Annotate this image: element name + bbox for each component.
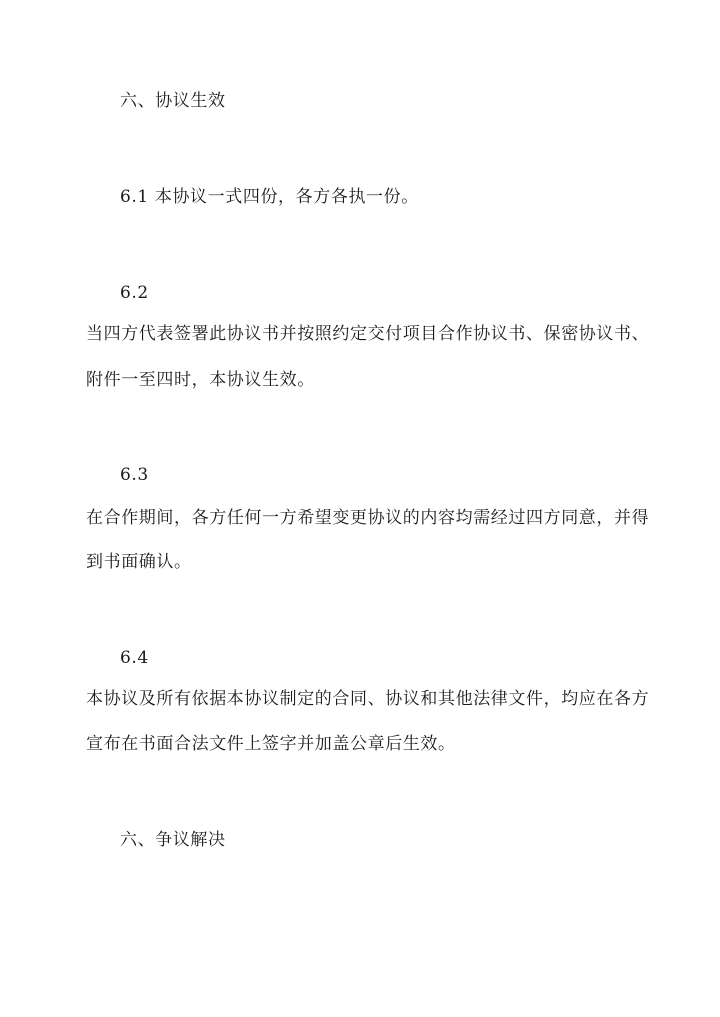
clause-number-6-2: 6.2 (120, 283, 149, 303)
section-heading-dispute-resolution: 六、争议解决 (120, 830, 226, 850)
clause-6-4-line-1: 本协议及所有依据本协议制定的合同、协议和其他法律文件，均应在各方 (86, 689, 650, 709)
clause-6-4-line-2: 宣布在书面合法文件上签字并加盖公章后生效。 (86, 734, 456, 754)
clause-number-6-4: 6.4 (120, 648, 149, 668)
clause-6-3-line-2: 到书面确认。 (86, 552, 192, 572)
section-heading-agreement-effective: 六、协议生效 (120, 91, 226, 111)
clause-6-3-line-1: 在合作期间，各方任何一方希望变更协议的内容均需经过四方同意，并得 (86, 508, 650, 528)
clause-6-2-line-1: 当四方代表签署此协议书并按照约定交付项目合作协议书、保密协议书、 (86, 324, 650, 344)
clause-number-6-3: 6.3 (120, 465, 149, 485)
clause-6-2-line-2: 附件一至四时，本协议生效。 (86, 370, 315, 390)
clause-6-1: 6.1 本协议一式四份，各方各执一份。 (120, 187, 419, 207)
